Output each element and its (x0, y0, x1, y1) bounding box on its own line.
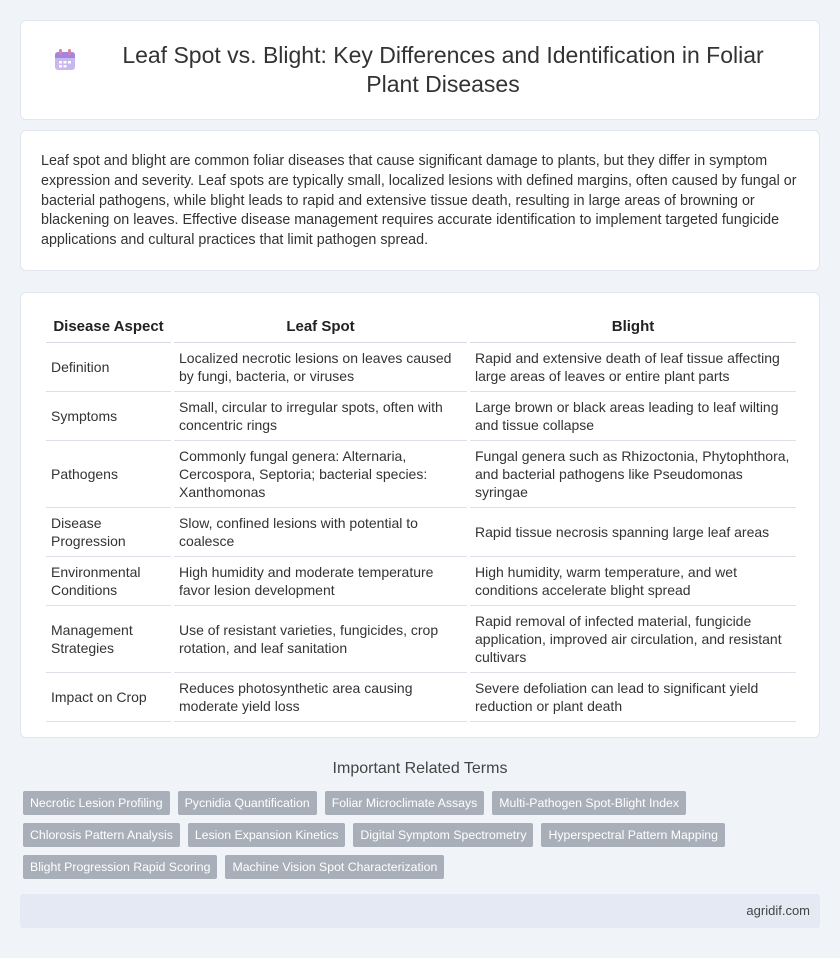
comparison-table-card (20, 292, 820, 738)
leaf-spot-cell: High humidity and moderate temperature favor lesion development (174, 557, 467, 606)
page-title: Leaf Spot vs. Blight: Key Differences and Identification in Foliar Plant Diseases (122, 42, 764, 97)
aspect-cell: Pathogens (46, 441, 171, 508)
blight-cell: Rapid tissue necrosis spanning large leaf areas (470, 508, 796, 557)
leaf-spot-cell: Small, circular to irregular spots, often with concentric rings (174, 392, 467, 441)
term-tag[interactable]: Multi-Pathogen Spot-Blight Index (492, 791, 686, 815)
aspect-cell: Definition (46, 343, 171, 392)
term-tag[interactable]: Foliar Microclimate Assays (325, 791, 485, 815)
table-row (46, 441, 796, 508)
table-row (46, 673, 796, 722)
header-card (20, 20, 820, 120)
blight-cell: Rapid and extensive death of leaf tissue affecting large areas of leaves or entire plant parts (470, 343, 796, 392)
calendar-icon (52, 47, 78, 73)
table-row (46, 557, 796, 606)
footer-site-link[interactable]: agridif.com (746, 903, 810, 918)
term-tag[interactable]: Pycnidia Quantification (178, 791, 317, 815)
blight-cell: Fungal genera such as Rhizoctonia, Phytophthora, and bacterial pathogens like Pseudomonas syringae (470, 441, 796, 508)
table-row (46, 508, 796, 557)
header-leaf-spot: Leaf Spot (174, 311, 467, 343)
term-tag[interactable]: Digital Symptom Spectrometry (353, 823, 533, 847)
blight-cell: Rapid removal of infected material, fungicide application, improved air circulation, and resistant cultivars (470, 606, 796, 673)
leaf-spot-cell: Localized necrotic lesions on leaves caused by fungi, bacteria, or viruses (174, 343, 467, 392)
related-terms-list (23, 791, 823, 887)
aspect-cell: Environmental Conditions (46, 557, 171, 606)
leaf-spot-cell: Slow, confined lesions with potential to coalesce (174, 508, 467, 557)
aspect-cell: Symptoms (46, 392, 171, 441)
header-blight: Blight (470, 311, 796, 343)
term-tag[interactable]: Blight Progression Rapid Scoring (23, 855, 217, 879)
term-tag[interactable]: Machine Vision Spot Characterization (225, 855, 444, 879)
table-header-row (46, 311, 796, 343)
table-row (46, 606, 796, 673)
leaf-spot-cell: Use of resistant varieties, fungicides, crop rotation, and leaf sanitation (174, 606, 467, 673)
blight-cell: High humidity, warm temperature, and wet conditions accelerate blight spread (470, 557, 796, 606)
term-tag[interactable]: Hyperspectral Pattern Mapping (541, 823, 725, 847)
intro-paragraph: Leaf spot and blight are common foliar diseases that cause significant damage to plants, but they differ in symptom expression and severity. Leaf spots are typically small, localized lesions with defined margins, often caused by fungal or bacterial pathogens, while blight leads to rapid and extensive tissue death, resulting in large areas of browning or blackening on leaves. Effective disease management requires accurate identification to implement targeted fungicide applications and cultural practices that limit pathogen spread. (41, 153, 797, 249)
term-tag[interactable]: Lesion Expansion Kinetics (188, 823, 346, 847)
header-disease-aspect: Disease Aspect (46, 311, 171, 343)
blight-cell: Severe defoliation can lead to significant yield reduction or plant death (470, 673, 796, 722)
leaf-spot-cell: Commonly fungal genera: Alternaria, Cercospora, Septoria; bacterial species: Xanthomonas (174, 441, 467, 508)
tag-row (23, 855, 823, 879)
term-tag[interactable]: Necrotic Lesion Profiling (23, 791, 170, 815)
table-row (46, 343, 796, 392)
blight-cell: Large brown or black areas leading to leaf wilting and tissue collapse (470, 392, 796, 441)
related-terms-heading: Important Related Terms (332, 760, 508, 777)
tag-row (23, 823, 823, 847)
term-tag[interactable]: Chlorosis Pattern Analysis (23, 823, 180, 847)
comparison-table (43, 311, 799, 722)
aspect-cell: Impact on Crop (46, 673, 171, 722)
leaf-spot-cell: Reduces photosynthetic area causing moderate yield loss (174, 673, 467, 722)
aspect-cell: Management Strategies (46, 606, 171, 673)
footer (20, 894, 820, 928)
aspect-cell: Disease Progression (46, 508, 171, 557)
intro-card (20, 130, 820, 271)
table-row (46, 392, 796, 441)
tag-row (23, 791, 823, 815)
